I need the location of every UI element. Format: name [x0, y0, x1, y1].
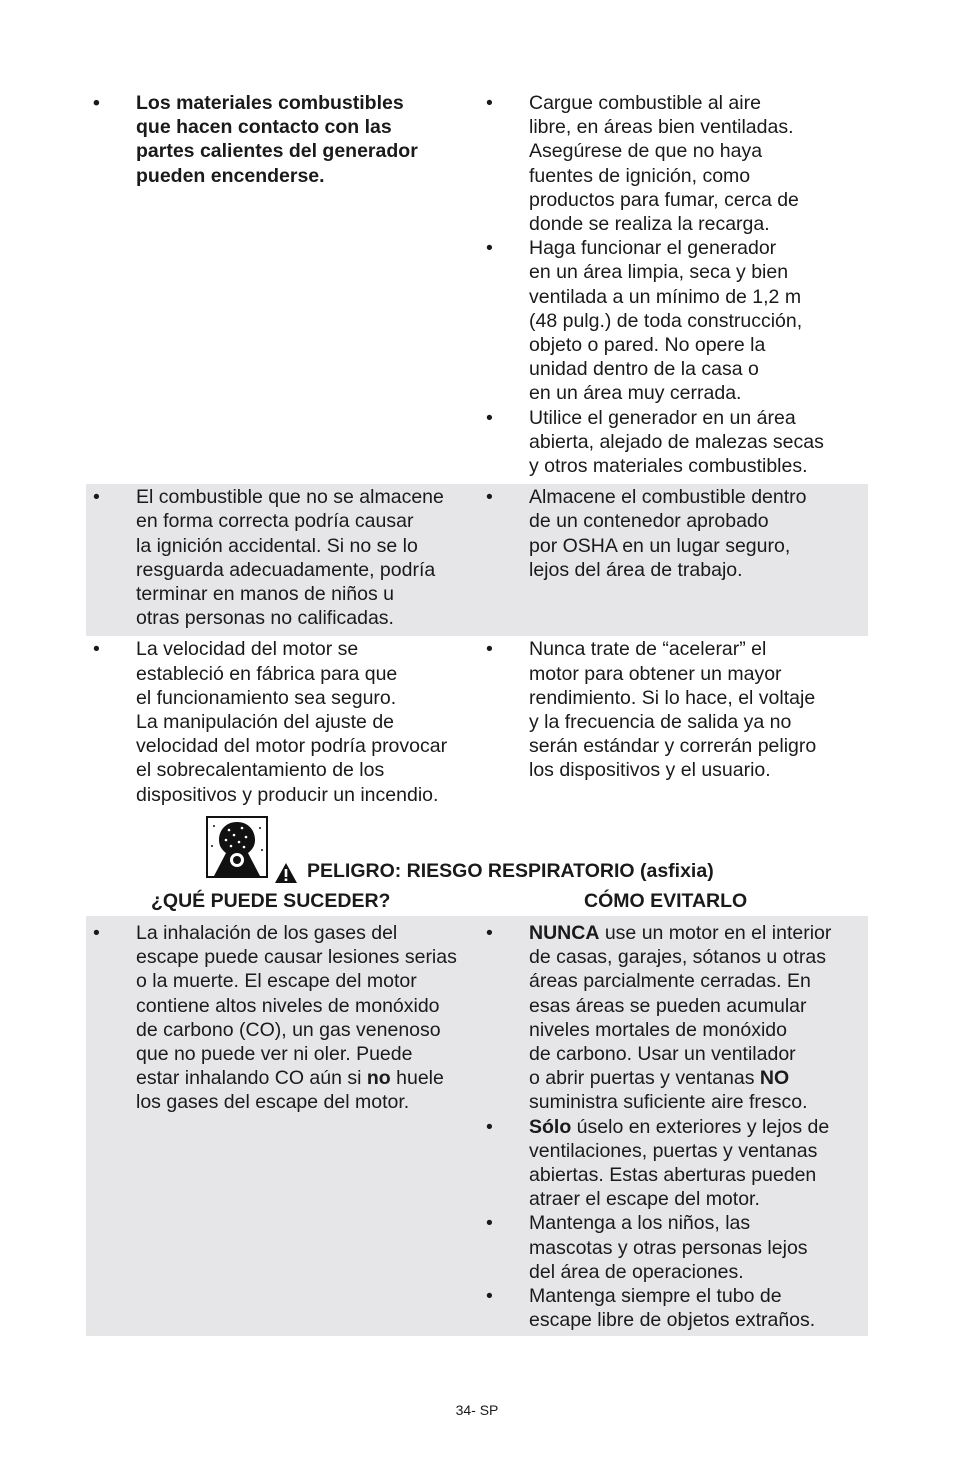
prevention-cell [477, 636, 868, 812]
list-item [486, 406, 864, 479]
hazard-cell [86, 90, 477, 484]
text-line: Mantenga a los niños, las [529, 1212, 751, 1235]
text-line: abiertas. Estas aberturas pueden [529, 1164, 817, 1187]
hazard-cell [86, 636, 477, 812]
text-line: áreas parcialmente cerradas. En [529, 970, 811, 993]
table-row [86, 916, 868, 1336]
list-item [93, 921, 471, 1115]
list-item [486, 485, 864, 582]
text-line: atraer el escape del motor. [529, 1188, 760, 1211]
text-line: Los materiales combustibles [136, 92, 404, 114]
text-line: niveles mortales de monóxido [529, 1018, 787, 1041]
prevention-cell [477, 90, 868, 484]
text-line: Mantenga siempre el tubo de [529, 1285, 782, 1308]
respiratory-hazard-pictogram-icon [206, 816, 268, 878]
list-item [93, 637, 471, 806]
text-line: en un área limpia, seca y bien [529, 261, 789, 284]
text-line: partes calientes del generador [136, 140, 418, 163]
list-item [486, 1115, 864, 1212]
text-line: La velocidad del motor se [136, 638, 359, 661]
text-line: de casas, garajes, sótanos u otras [529, 946, 827, 969]
text-line: escape libre de objetos extraños. [529, 1309, 816, 1332]
column-header-how-to-avoid: CÓMO EVITARLO [584, 890, 748, 912]
text-line: velocidad del motor podría provocar [136, 735, 448, 758]
text-line: La manipulación del ajuste de [136, 711, 395, 734]
bullet: • [486, 1115, 493, 1138]
text-line: que no puede ver ni oler. Puede [136, 1043, 413, 1066]
text-line: de un contenedor aprobado [529, 510, 769, 533]
text-line: Utilice el generador en un área [529, 406, 796, 429]
text-line: en forma correcta podría causar [136, 510, 414, 533]
prevention-cell [477, 916, 868, 1336]
text-line: otras personas no calificadas. [136, 607, 394, 630]
bullet: • [93, 486, 100, 509]
text-line: suministra suficiente aire fresco. [529, 1091, 808, 1114]
column-header-what-can-happen: ¿QUÉ PUEDE SUCEDER? [151, 890, 391, 912]
table-row [86, 636, 868, 812]
text-line: escape puede causar lesiones serias [136, 946, 457, 969]
list-item [486, 637, 864, 782]
text-line: lejos del área de trabajo. [529, 558, 743, 581]
text-line: Sólo úselo en exteriores y lejos de [529, 1115, 830, 1138]
text-line: Cargue combustible al aire [529, 92, 761, 114]
text-line: y la frecuencia de salida ya no [529, 711, 792, 734]
bullet: • [486, 92, 493, 114]
text-line: terminar en manos de niños u [136, 583, 394, 606]
text-line: libre, en áreas bien ventiladas. [529, 116, 794, 139]
text-line: del área de operaciones. [529, 1260, 744, 1283]
text-line: mascotas y otras personas lejos [529, 1236, 808, 1259]
text-line: El combustible que no se almacene [136, 486, 444, 509]
text-line: pueden encenderse. [136, 164, 325, 187]
hazard-cell [86, 916, 477, 1336]
text-line: Haga funcionar el generador [529, 237, 777, 260]
bullet: • [486, 1285, 493, 1308]
bullet: • [93, 92, 100, 114]
bullet: • [486, 486, 493, 509]
bullet: • [93, 922, 100, 944]
text-line: NUNCA use un motor en el interior [529, 922, 832, 944]
text-line: por OSHA en un lugar seguro, [529, 534, 791, 557]
text-line: contiene altos niveles de monóxido [136, 994, 440, 1017]
list-item [486, 91, 864, 236]
text-line: productos para fumar, cerca de [529, 188, 799, 211]
text-line: estar inhalando CO aún si no huele [136, 1067, 444, 1090]
safety-table-bottom [86, 916, 868, 1336]
table-row [86, 484, 868, 636]
text-line: objeto o pared. No opere la [529, 334, 766, 357]
text-line: fuentes de ignición, como [529, 164, 751, 187]
text-line: esas áreas se pueden acumular [529, 994, 807, 1017]
list-item [486, 1211, 864, 1284]
text-line: la ignición accidental. Si no se lo [136, 534, 418, 557]
text-line: o abrir puertas y ventanas NO [529, 1067, 790, 1090]
text-line: Almacene el combustible dentro [529, 486, 807, 509]
text-line: que hacen contacto con las [136, 116, 392, 139]
text-line: ventilada a un mínimo de 1,2 m [529, 285, 802, 308]
text-line: resguarda adecuadamente, podría [136, 558, 436, 581]
text-line: donde se realiza la recarga. [529, 213, 770, 236]
text-line: estableció en fábrica para que [136, 662, 398, 685]
text-line: rendimiento. Si lo hace, el voltaje [529, 686, 816, 709]
hazard-title: PELIGRO: RIESGO RESPIRATORIO (asfixia) [307, 860, 714, 882]
text-line: el sobrecalentamiento de los [136, 759, 385, 782]
bullet: • [93, 638, 100, 661]
bullet: • [486, 1212, 493, 1235]
text-line: Nunca trate de “acelerar” el [529, 638, 767, 661]
text-line: Asegúrese de que no haya [529, 140, 763, 163]
list-item [93, 485, 471, 630]
text-line: de carbono. Usar un ventilador [529, 1043, 796, 1066]
text-line: dispositivos y producir un incendio. [136, 783, 439, 806]
text-line: y otros materiales combustibles. [529, 455, 808, 478]
text-line: abierta, alejado de malezas secas [529, 430, 824, 453]
page-number: 34- SP [455, 1402, 499, 1418]
list-item [486, 921, 864, 1115]
text-line: ventilaciones, puertas y ventanas [529, 1139, 818, 1162]
list-item [486, 236, 864, 405]
text-line: el funcionamiento sea seguro. [136, 686, 397, 709]
list-item [93, 91, 471, 188]
text-line: serán estándar y correrán peligro [529, 735, 817, 758]
text-line: en un área muy cerrada. [529, 382, 742, 405]
warning-triangle-icon [274, 862, 298, 884]
hazard-cell [86, 484, 477, 636]
bullet: • [486, 922, 493, 944]
text-line: los gases del escape del motor. [136, 1091, 410, 1114]
list-item [486, 1284, 864, 1332]
prevention-cell [477, 484, 868, 636]
text-line: La inhalación de los gases del [136, 922, 398, 944]
text-line: o la muerte. El escape del motor [136, 970, 417, 993]
bullet: • [486, 406, 493, 429]
bullet: • [486, 237, 493, 260]
text-line: motor para obtener un mayor [529, 662, 782, 685]
table-row [86, 90, 868, 484]
text-line: unidad dentro de la casa o [529, 358, 759, 381]
safety-table-top [86, 90, 868, 813]
text-line: los dispositivos y el usuario. [529, 759, 771, 782]
text-line: (48 pulg.) de toda construcción, [529, 309, 803, 332]
text-line: de carbono (CO), un gas venenoso [136, 1018, 441, 1041]
bullet: • [486, 638, 493, 661]
